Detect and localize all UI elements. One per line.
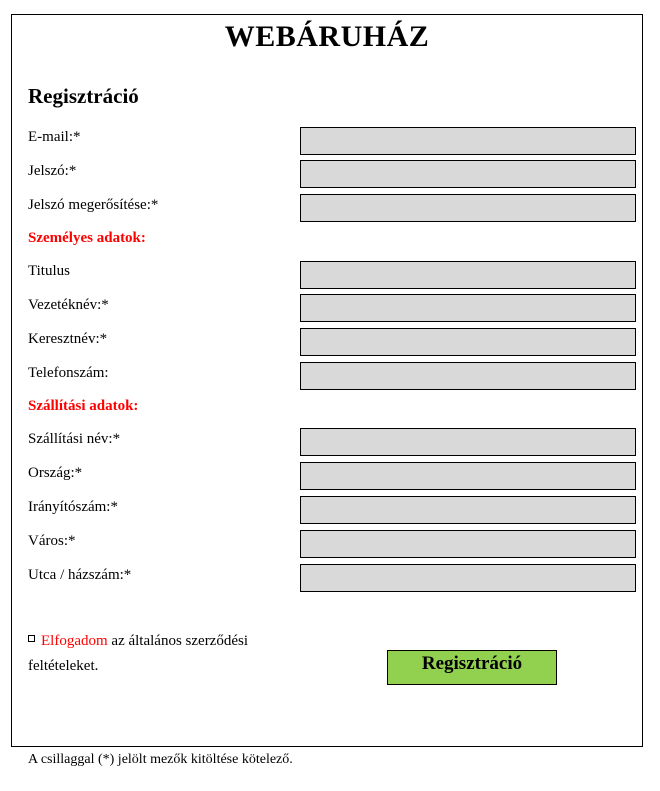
password-field[interactable] [300, 160, 636, 188]
accept-terms-link[interactable]: Elfogadom [41, 633, 108, 649]
terms-text: az általános szerződési feltételeket. [28, 633, 249, 674]
required-fields-note: A csillaggal (*) jelölt mezők kitöltése kötelező. [28, 752, 293, 767]
shipping-name-field[interactable] [300, 428, 636, 456]
first-name-label: Keresztnév:* [28, 331, 108, 347]
city-label: Város:* [28, 533, 76, 549]
shipping-data-heading: Szállítási adatok: [28, 398, 139, 414]
email-label: E-mail:* [28, 129, 81, 145]
last-name-field[interactable] [300, 294, 636, 322]
register-button[interactable]: Regisztráció [387, 650, 557, 685]
postal-code-label: Irányítószám:* [28, 499, 118, 515]
first-name-field[interactable] [300, 328, 636, 356]
email-field[interactable] [300, 127, 636, 155]
city-field[interactable] [300, 530, 636, 558]
country-field[interactable] [300, 462, 636, 490]
title-label: Titulus [28, 263, 70, 279]
postal-code-field[interactable] [300, 496, 636, 524]
last-name-label: Vezetéknév:* [28, 297, 109, 313]
phone-field[interactable] [300, 362, 636, 390]
form-title: Regisztráció [28, 84, 139, 108]
terms-agreement [28, 629, 288, 679]
personal-data-heading: Személyes adatok: [28, 230, 146, 246]
terms-checkbox[interactable] [28, 635, 35, 642]
phone-label: Telefonszám: [28, 365, 109, 381]
country-label: Ország:* [28, 465, 83, 481]
site-title: WEBÁRUHÁZ [224, 20, 430, 53]
password-confirm-label: Jelszó megerősítése:* [28, 197, 159, 213]
password-label: Jelszó:* [28, 163, 77, 179]
title-field[interactable] [300, 261, 636, 289]
shipping-name-label: Szállítási név:* [28, 431, 121, 447]
street-field[interactable] [300, 564, 636, 592]
street-label: Utca / házszám:* [28, 567, 132, 583]
password-confirm-field[interactable] [300, 194, 636, 222]
